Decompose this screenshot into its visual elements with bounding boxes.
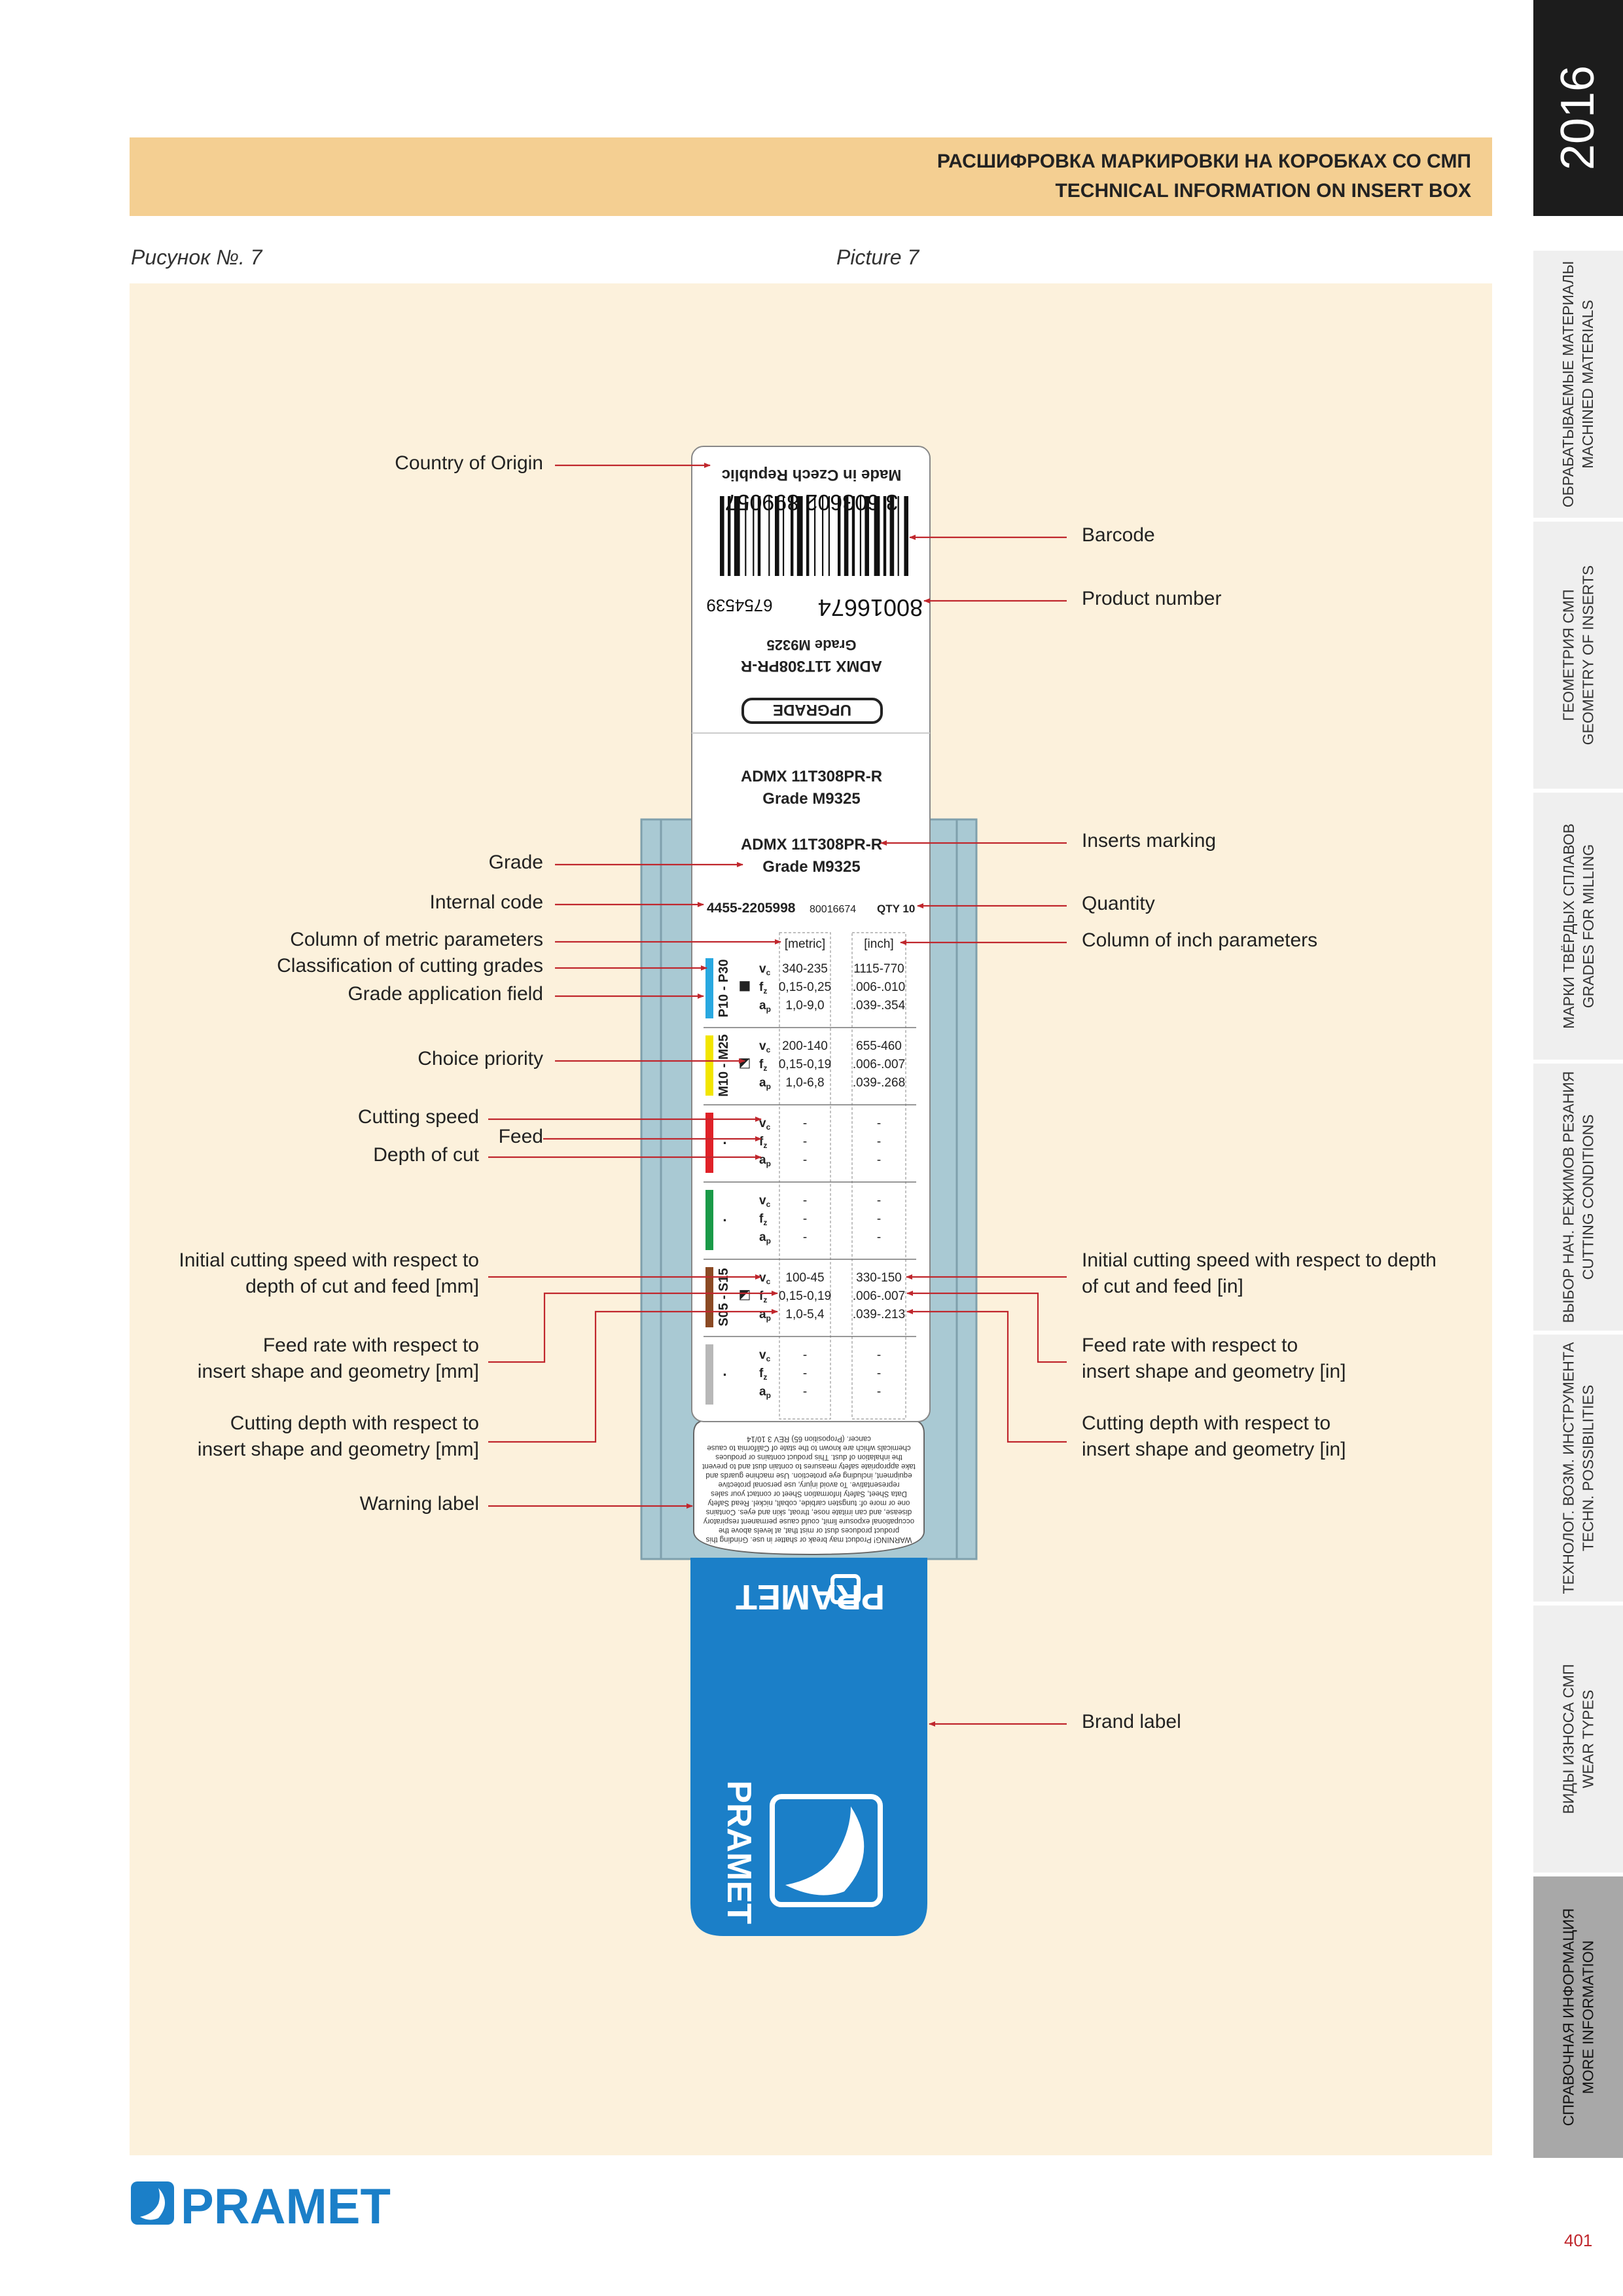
product-number-flipped: 80016674	[817, 594, 923, 621]
warning-text-line: chemicals which are known to the state of California to cause	[707, 1444, 911, 1452]
classification-label: S05 - S15	[717, 1268, 731, 1327]
classification-label: M10 - M25	[717, 1034, 731, 1097]
label-quantity: Quantity	[1082, 893, 1155, 914]
metric-value: 340-235	[782, 962, 828, 976]
label-cut-depth-mm-1: Cutting depth with respect to	[230, 1412, 479, 1434]
grade-marking: Grade M9325	[762, 858, 861, 876]
label-choice-priority: Choice priority	[418, 1048, 543, 1069]
label-feed-rate-mm-2: insert shape and geometry [mm]	[197, 1361, 479, 1382]
inch-value: -	[876, 1385, 882, 1399]
product-code-small: 80016674	[810, 904, 857, 915]
metric-value: -	[802, 1230, 808, 1244]
label-product-number: Product number	[1082, 588, 1222, 609]
classification-color-bar	[705, 1113, 713, 1173]
parameter-symbol: $a_p$	[759, 1230, 771, 1246]
classification-color-bar	[705, 1267, 713, 1327]
parameter-symbol: $f_z$	[759, 980, 768, 996]
inch-value: 330-150	[856, 1271, 902, 1285]
label-warning: Warning label	[359, 1493, 479, 1515]
parameter-symbol: $a_p$	[759, 1308, 771, 1323]
parameter-symbol: $a_p$	[759, 1076, 771, 1091]
quantity-text: QTY 10	[877, 903, 916, 915]
metric-value: 0,15-0,19	[778, 1289, 832, 1303]
parameter-symbol: $v_c$	[759, 962, 771, 977]
warning-text-line: occupational exposure limit, could cause permanent respiratory	[703, 1517, 915, 1525]
parameter-symbol: $v_c$	[759, 1117, 771, 1132]
inch-value: .006-.007	[852, 1289, 906, 1303]
classification-color-bar	[705, 1344, 713, 1405]
label-card	[692, 446, 930, 1422]
classification-dot: ·	[722, 1212, 728, 1229]
year-label: 2016	[1552, 65, 1605, 171]
page-number: 401	[1564, 2231, 1593, 2250]
figure-caption-ru: Рисунок №. 7	[131, 245, 262, 269]
inch-value: 1115-770	[853, 962, 904, 976]
parameter-symbol: $v_c$	[759, 1194, 771, 1209]
warning-text-line: disease, and can irritate nose, throat, skin and eyes. Contains	[705, 1508, 912, 1516]
barcode-bar	[720, 496, 724, 576]
metric-value: -	[802, 1385, 808, 1399]
label-barcode: Barcode	[1082, 524, 1155, 546]
warning-label	[694, 1420, 924, 1554]
metric-value: -	[802, 1348, 808, 1362]
upgrade-badge	[743, 699, 882, 723]
flipped-grade: Grade M9325	[766, 637, 857, 653]
warning-text-line: product produces dust or mist that, at levels above the	[718, 1526, 900, 1534]
parameter-symbol: $a_p$	[759, 1153, 771, 1168]
figure-caption-en: Picture 7	[836, 245, 919, 269]
column-header-metric: [metric]	[784, 937, 826, 951]
parameter-symbol: $f_z$	[759, 1135, 768, 1150]
parameter-symbol: $v_c$	[759, 1039, 771, 1054]
label-internal-code: Internal code	[429, 891, 543, 913]
metric-value: -	[802, 1135, 808, 1149]
metric-value: 1,0-9,0	[785, 999, 825, 1013]
parameter-symbol: $a_p$	[759, 999, 771, 1014]
inch-value: .006-.010	[852, 980, 906, 994]
warning-text-line: equipment, including eye protection. Use machine guards and	[705, 1471, 912, 1479]
sidebar-tab-more-information[interactable]: СПРАВОЧНАЯ ИНФОРМАЦИЯ MORE INFORMATION	[1533, 1876, 1623, 2158]
label-initial-speed-in-2: of cut and feed [in]	[1082, 1276, 1243, 1297]
inch-value: 655-460	[856, 1039, 902, 1053]
metric-value: 0,15-0,19	[778, 1058, 832, 1071]
metric-value: 200-140	[782, 1039, 828, 1053]
parameter-symbol: $f_z$	[759, 1058, 768, 1073]
label-initial-speed-mm-2: depth of cut and feed [mm]	[245, 1276, 479, 1297]
classification-color-bar	[705, 958, 713, 1018]
label-country-of-origin: Country of Origin	[395, 452, 543, 474]
parameter-symbol: $v_c$	[759, 1348, 771, 1363]
inch-value: -	[876, 1212, 882, 1226]
label-depth-of-cut: Depth of cut	[373, 1144, 479, 1166]
warning-text-line: cancer. (Proposition 65) REV 3 10/14	[747, 1435, 871, 1443]
label-cut-depth-in-1: Cutting depth with respect to	[1082, 1412, 1331, 1434]
warning-text-line: the inhalation of dust. This product contains or produces	[715, 1453, 902, 1461]
parameter-symbol: $f_z$	[759, 1367, 768, 1382]
header-title-ru: РАСШИФРОВКА МАРКИРОВКИ НА КОРОБКАХ СО СМП	[936, 151, 1471, 172]
label-feed-rate-in-2: insert shape and geometry [in]	[1082, 1361, 1346, 1382]
classification-dot: ·	[722, 1367, 728, 1383]
label-feed: Feed	[498, 1126, 543, 1147]
parameter-symbol: $v_c$	[759, 1271, 771, 1286]
warning-text-line: Data Sheet, Safety Information Sheet or contact your sales	[711, 1490, 907, 1498]
internal-code-text: 4455-2205998	[707, 901, 796, 916]
inch-value: -	[876, 1230, 882, 1244]
inch-value: .039-.213	[852, 1308, 906, 1321]
inch-value: -	[876, 1348, 882, 1362]
choice-priority-mark: ◩	[738, 1286, 751, 1302]
metric-value: 100-45	[785, 1271, 825, 1285]
label-grade: Grade	[488, 852, 543, 873]
designation-marking: ADMX 11T308PR-R	[740, 836, 883, 853]
choice-priority-mark: ◩	[738, 1054, 751, 1070]
classification-color-bar	[705, 1035, 713, 1096]
secondary-number-flipped: 6754539	[706, 596, 773, 615]
flipped-designation: ADMX 11T308PR-R	[740, 657, 883, 675]
choice-priority-mark: ■	[738, 977, 751, 993]
designation-top: ADMX 11T308PR-R	[740, 768, 883, 785]
metric-value: -	[802, 1212, 808, 1226]
label-application-field: Grade application field	[348, 983, 543, 1005]
classification-label: P10 - P30	[717, 959, 731, 1018]
metric-value: 1,0-6,8	[785, 1076, 825, 1090]
classification-dot: ·	[722, 1135, 728, 1151]
warning-text-line: representative. To avoid injury, use personal protective	[718, 1480, 900, 1488]
sidebar-tab-wear-types[interactable]: ВИДЫ ИЗНОСА СМП WEAR TYPES	[1533, 1605, 1623, 1873]
label-inserts-marking: Inserts marking	[1082, 830, 1217, 852]
classification-color-bar	[705, 1190, 713, 1250]
inch-value: -	[876, 1117, 882, 1130]
label-feed-rate-mm-1: Feed rate with respect to	[262, 1335, 479, 1356]
sidebar-tab-grades[interactable]: МАРКИ ТВЁРДЫХ СПЛАВОВ GRADES FOR MILLING	[1533, 793, 1623, 1060]
warning-text-line: one or more of: tungsten carbide, cobalt, nickel. Read Safety	[707, 1499, 910, 1507]
column-header-inch: [inch]	[864, 937, 894, 951]
parameter-symbol: $a_p$	[759, 1385, 771, 1400]
label-initial-speed-in-1: Initial cutting speed with respect to depth	[1082, 1249, 1436, 1271]
inch-value: -	[876, 1135, 882, 1149]
label-initial-speed-mm-1: Initial cutting speed with respect to	[179, 1249, 479, 1271]
inch-value: .006-.007	[852, 1058, 906, 1071]
warning-text-line: WARNING! Product may break or shatter in use. Grinding this	[705, 1535, 912, 1543]
sidebar-tab-possibilities[interactable]: ТЕХНОЛОГ. ВОЗМ. ИНСТРУМЕНТА TECHN. POSSIBILITIES	[1533, 1335, 1623, 1602]
inch-value: -	[876, 1367, 882, 1380]
metric-value: -	[802, 1367, 808, 1380]
label-brand: Brand label	[1082, 1711, 1181, 1732]
label-classification: Classification of cutting grades	[277, 955, 543, 977]
parameter-symbol: $f_z$	[759, 1212, 768, 1227]
footer-logo-text: PRAMET	[181, 2179, 391, 2234]
grade-top: Grade M9325	[762, 790, 861, 808]
inch-value: -	[876, 1194, 882, 1208]
inch-value: -	[876, 1153, 882, 1167]
label-cut-depth-mm-2: insert shape and geometry [mm]	[197, 1439, 479, 1460]
label-inch-column: Column of inch parameters	[1082, 929, 1318, 951]
pramet-logo[interactable]	[130, 2176, 404, 2235]
label-cutting-speed: Cutting speed	[357, 1106, 479, 1128]
brand-label-name-flipped: PRAMET	[736, 1577, 885, 1617]
svg-text:UPGRADE: UPGRADE	[772, 701, 852, 719]
brand-label	[690, 1558, 927, 1936]
barcode-bar	[904, 496, 908, 576]
label-metric-column: Column of metric parameters	[290, 929, 543, 950]
inch-value: .039-.268	[852, 1076, 906, 1090]
brand-label-name-vertical: PRAMET	[720, 1780, 758, 1924]
sidebar-tab-machined-materials[interactable]: ОБРАБАТЫВАЕМЫЕ МАТЕРИАЛЫ MACHINED MATERIALS	[1533, 251, 1623, 518]
metric-value: 0,15-0,25	[778, 980, 832, 994]
metric-value: -	[802, 1117, 808, 1130]
barcode-digits: 3 603602 899057	[724, 490, 899, 514]
made-in-text: Made in Czech Republic	[721, 466, 902, 484]
label-cut-depth-in-2: insert shape and geometry [in]	[1082, 1439, 1346, 1460]
metric-value: -	[802, 1153, 808, 1167]
metric-value: 1,0-5,4	[785, 1308, 825, 1321]
label-feed-rate-in-1: Feed rate with respect to	[1082, 1335, 1298, 1356]
sidebar-tab-cutting-conditions[interactable]: ВЫБОР НАЧ. РЕЖИМОВ РЕЗАНИЯ CUTTING CONDITIONS	[1533, 1064, 1623, 1331]
parameter-symbol: $f_z$	[759, 1289, 768, 1304]
header-title-en: TECHNICAL INFORMATION ON INSERT BOX	[1055, 180, 1471, 202]
metric-value: -	[802, 1194, 808, 1208]
sidebar-tab-geometry[interactable]: ГЕОМЕТРИЯ СМП GEOMETRY OF INSERTS	[1533, 522, 1623, 789]
inch-value: .039-.354	[852, 999, 906, 1013]
warning-text-line: take appropriate safety measures to contain dust and to prevent	[702, 1462, 916, 1470]
